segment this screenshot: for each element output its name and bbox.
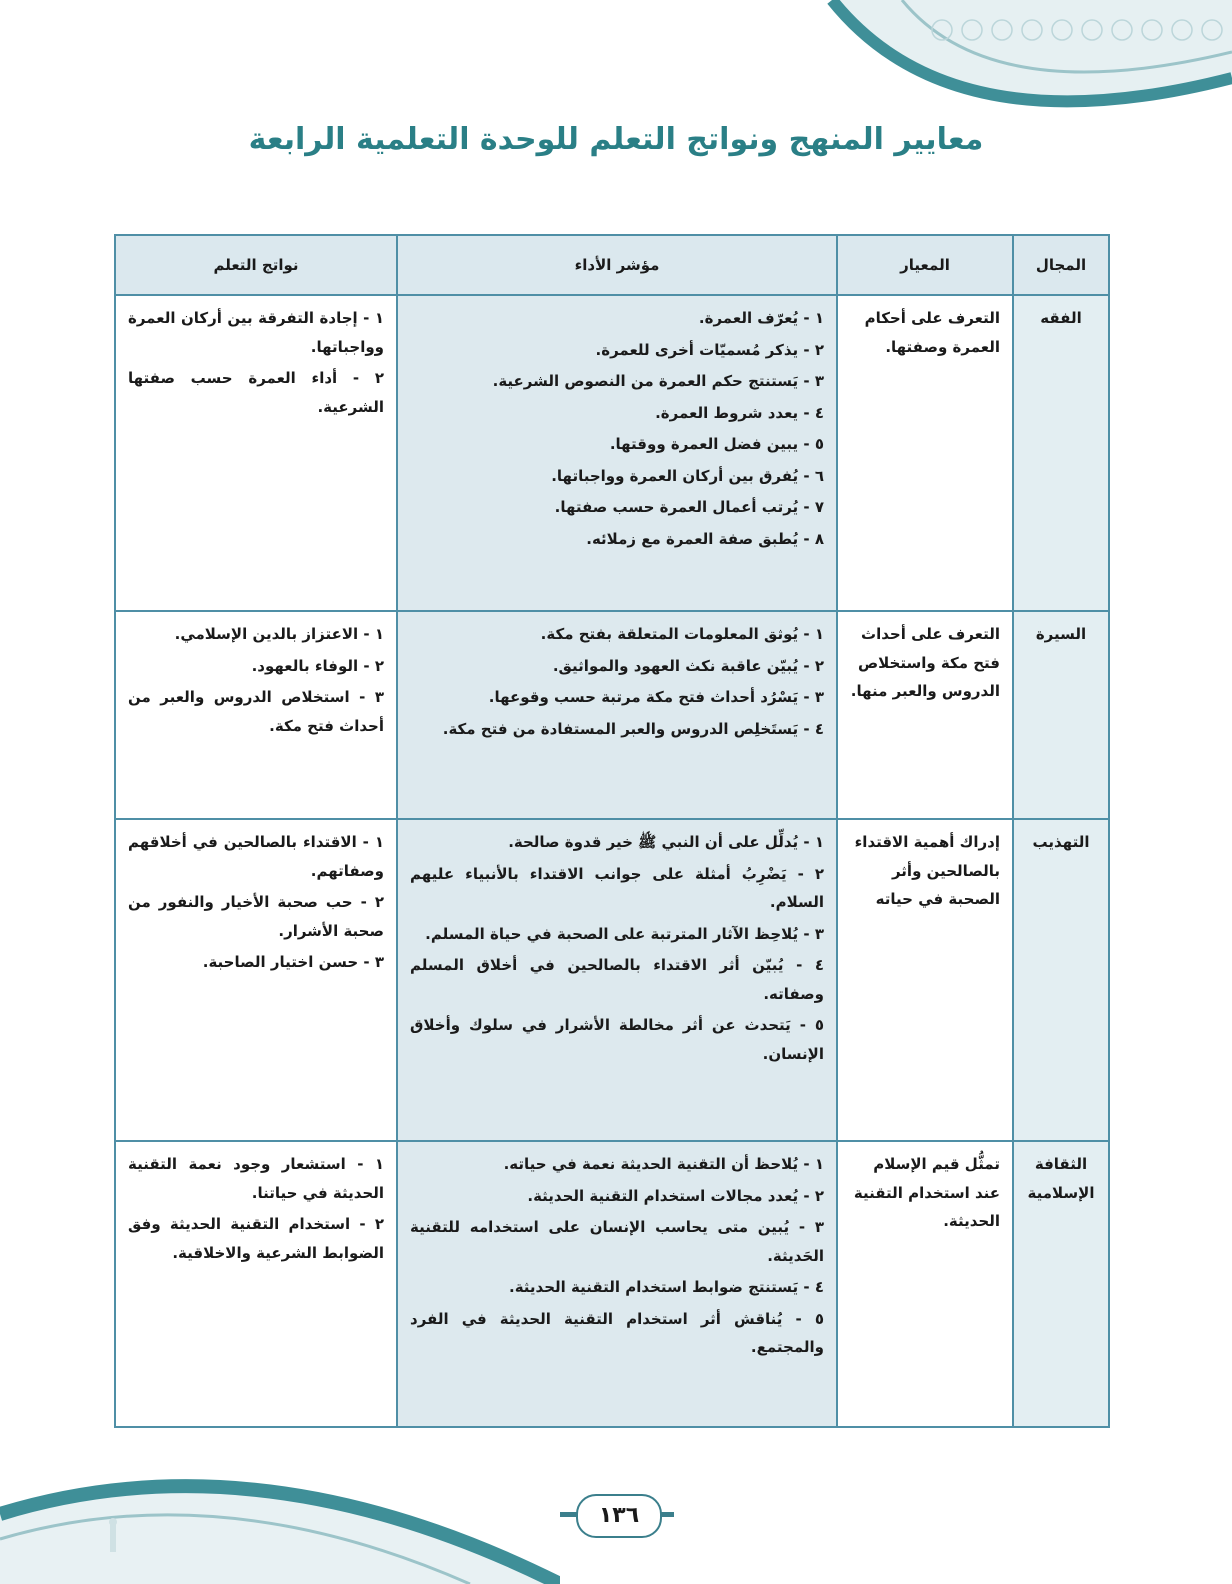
- bottom-decorative-arc: [0, 1434, 560, 1584]
- indicator-item: ٣ - يُلاحِظ الآثار المترتبة على الصحبة في حياة المسلم.: [425, 924, 824, 943]
- indicator-item: ٣ - يَستنتج حكم العمرة من النصوص الشرعية.: [492, 372, 824, 390]
- indicator-item: ٢ - يُبيّن عاقبة نكث العهود والمواثيق.: [552, 656, 824, 675]
- header-outcomes: نواتج التعلم: [115, 235, 397, 295]
- domain-cell: التهذيب: [1013, 819, 1109, 1141]
- indicator-item: ١ - يُلاحظ أن التقنية الحديثة نعمة في حياته.: [503, 1155, 824, 1173]
- indicator-cell: [397, 819, 837, 1141]
- indicator-item: ٤ - يَستَخلِص الدروس والعبر المستفادة من فتح مكة.: [442, 719, 824, 738]
- standard-cell: التعرف على أحكام العمرة وصفتها.: [837, 295, 1013, 611]
- outcome-cell: [115, 295, 397, 611]
- indicator-item: ٣ - يُبين متى يحاسب الإنسان على استخدامه للتقنية الحَديثة.: [410, 1218, 824, 1265]
- indicator-item: ١ - يُعرّف العمرة.: [698, 309, 824, 327]
- page-number: ١٣٦: [576, 1494, 662, 1538]
- indicator-item: ٢ - يذكر مُسميّات أخرى للعمرة.: [595, 340, 824, 359]
- indicator-item: ٥ - يُناقش أثر استخدام التقنية الحديثة في الفرد والمجتمع.: [410, 1309, 824, 1356]
- standards-table: [114, 234, 1110, 1428]
- indicator-item: ٤ - يُبيّن أثر الاقتداء بالصالحين في أخلاق المسلم وصفاته.: [410, 956, 824, 1003]
- table-row: [115, 1141, 1109, 1427]
- table-row: [115, 611, 1109, 819]
- header-domain: المجال: [1013, 235, 1109, 295]
- indicator-item: ٥ - يبين فضل العمرة ووقتها.: [609, 435, 824, 453]
- indicator-item: ٤ - يَستنتج ضوابط استخدام التقنية الحديثة.: [509, 1278, 824, 1296]
- header-indicator: مؤشر الأداء: [397, 235, 837, 295]
- indicator-item: ٢ - يَضْرِبُ أمثلة على جوانب الاقتداء بالأنبياء عليهم السلام.: [410, 864, 824, 911]
- standard-cell: تمثُّل قيم الإسلام عند استخدام التقنية الحديثة.: [837, 1141, 1013, 1427]
- outcome-item: ١ - إجادة التفرقة بين أركان العمرة وواجباتها.: [128, 309, 384, 356]
- outcome-item: ٢ - الوفاء بالعهود.: [251, 656, 384, 675]
- page-title: معايير المنهج ونواتج التعلم للوحدة التعلمية الرابعة: [248, 122, 984, 157]
- outcome-item: ٢ - أداء العمرة حسب صفتها الشرعية.: [128, 369, 384, 416]
- indicator-cell: [397, 611, 837, 819]
- domain-cell: الفقه: [1013, 295, 1109, 611]
- indicator-item: ٦ - يُفرق بين أركان العمرة وواجباتها.: [551, 466, 824, 485]
- outcome-item: ٣ - حسن اختيار الصاحبة.: [202, 953, 384, 971]
- indicator-item: ١ - يُدلِّل على أن النبي ﷺ خير قدوة صالحة.: [508, 833, 824, 851]
- indicator-cell: [397, 1141, 837, 1427]
- indicator-cell: [397, 295, 837, 611]
- table-row: [115, 295, 1109, 611]
- indicator-item: ١ - يُوثق المعلومات المتعلقة بفتح مكة.: [540, 625, 824, 643]
- indicator-item: ٥ - يَتحدث عن أثر مخالطة الأشرار في سلوك وأخلاق الإنسان.: [410, 1016, 824, 1063]
- outcome-cell: [115, 1141, 397, 1427]
- indicator-item: ٣ - يَسْرُد أحداث فتح مكة مرتبة حسب وقوعها.: [488, 688, 824, 706]
- indicator-item: ٧ - يُرتب أعمال العمرة حسب صفتها.: [554, 498, 824, 516]
- outcome-item: ١ - الاقتداء بالصالحين في أخلاقهم وصفاتهم.: [128, 833, 384, 880]
- table-header-row: [115, 235, 1109, 295]
- header-standard: المعيار: [837, 235, 1013, 295]
- domain-cell: الثقافة الإسلامية: [1013, 1141, 1109, 1427]
- outcome-item: ٢ - حب صحبة الأخيار والنفور من صحبة الأشرار.: [128, 893, 384, 940]
- outcome-item: ٢ - استخدام التقنية الحديثة وفق الضوابط الشرعية والاخلاقية.: [128, 1215, 384, 1262]
- indicator-item: ٨ - يُطبق صفة العمرة مع زملائه.: [586, 529, 824, 548]
- indicator-item: ٢ - يُعدد مجالات استخدام التقنية الحديثة.: [527, 1186, 824, 1205]
- domain-cell: السيرة: [1013, 611, 1109, 819]
- table-row: [115, 819, 1109, 1141]
- outcome-cell: [115, 611, 397, 819]
- outcome-item: ١ - استشعار وجود نعمة التقنية الحديثة في حياتنا.: [128, 1155, 384, 1202]
- outcome-item: ٣ - استخلاص الدروس والعبر من أحداث فتح مكة.: [128, 688, 384, 735]
- standard-cell: إدراك أهمية الاقتداء بالصالحين وأثر الصحبة في حياته: [837, 819, 1013, 1141]
- outcome-cell: [115, 819, 397, 1141]
- standard-cell: التعرف على أحداث فتح مكة واستخلاص الدروس والعبر منها.: [837, 611, 1013, 819]
- top-decorative-arc: [792, 0, 1232, 140]
- outcome-item: ١ - الاعتزاز بالدين الإسلامي.: [174, 625, 384, 643]
- indicator-item: ٤ - يعدد شروط العمرة.: [655, 403, 824, 422]
